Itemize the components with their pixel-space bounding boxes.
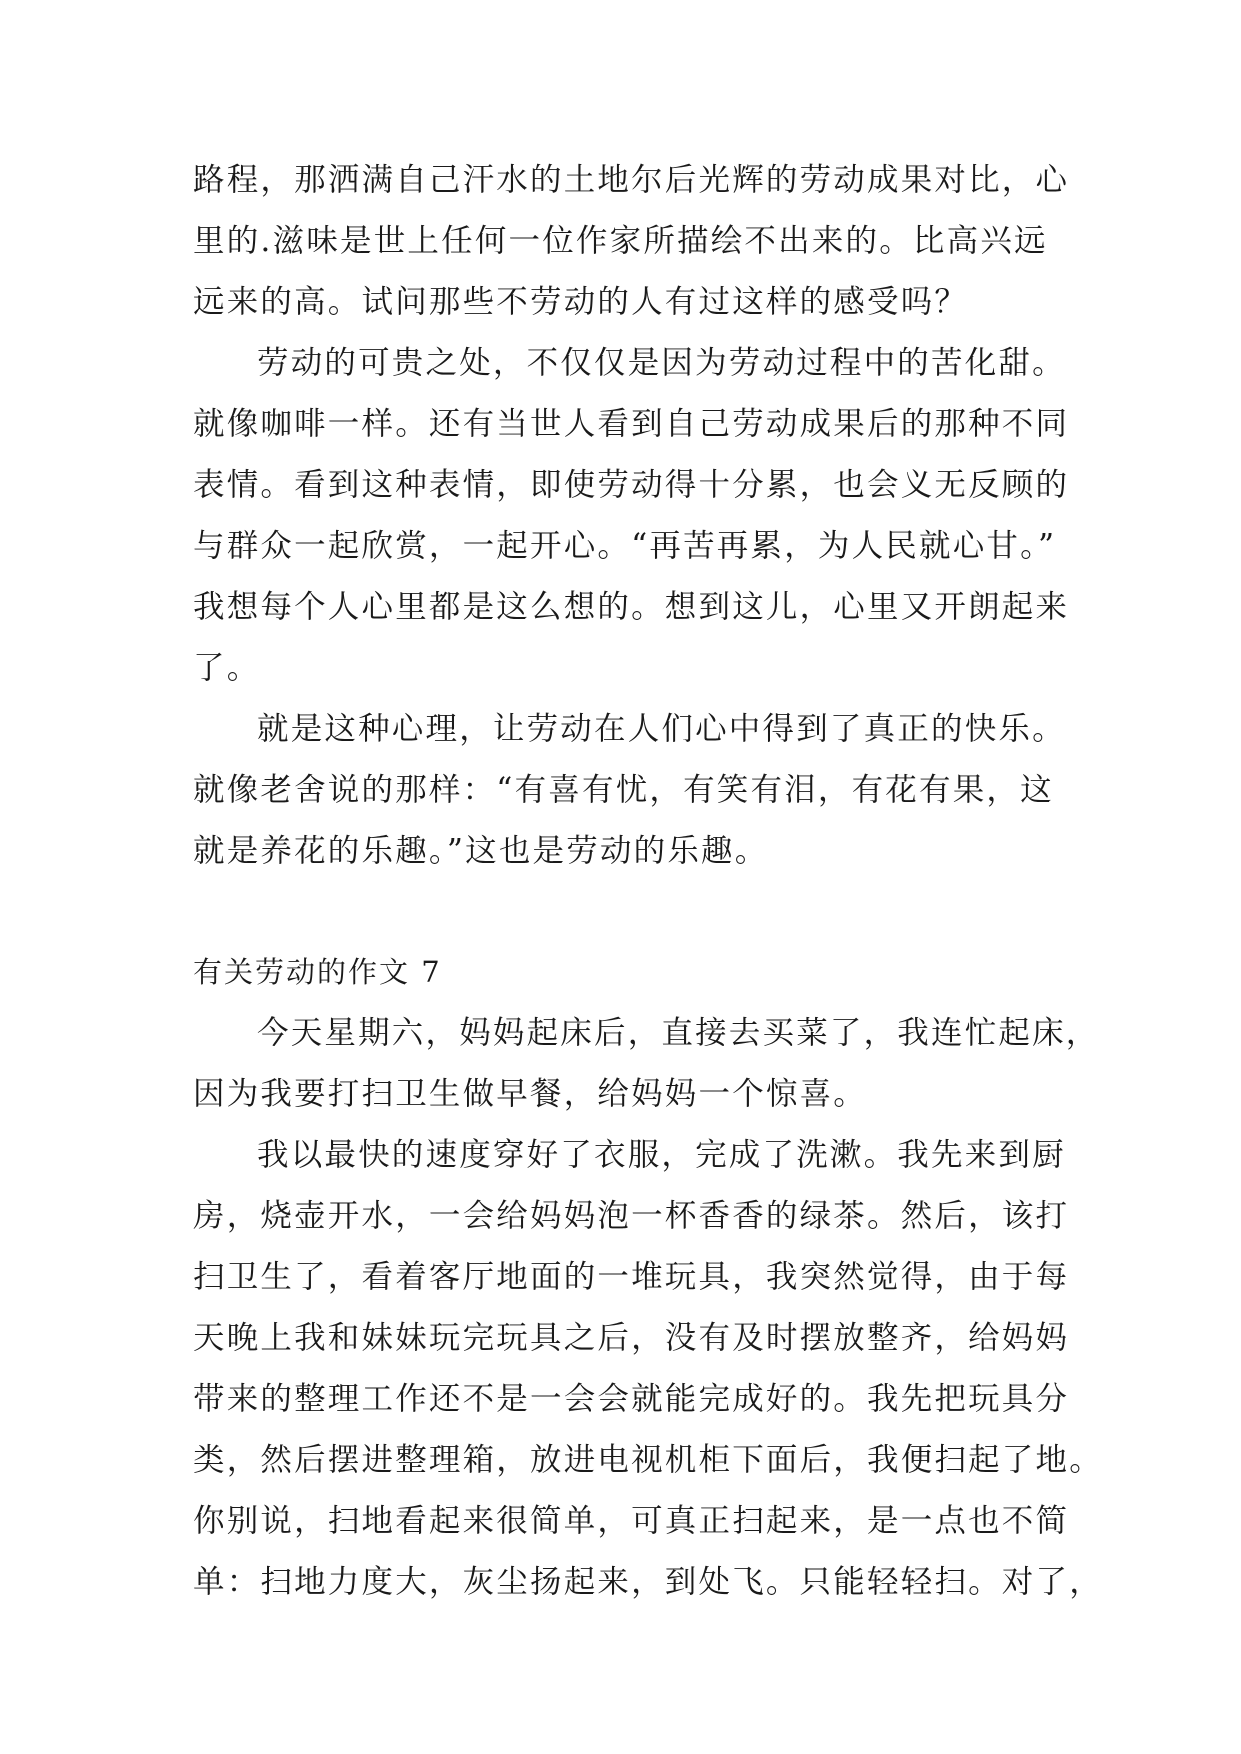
- document-page: [193, 150, 1103, 1613]
- text-line: 与群众一起欣赏，一起开心。“再苦再累，为人民就心甘。”: [193, 528, 1057, 564]
- text-line: 就像咖啡一样。还有当世人看到自己劳动成果后的那种不同: [193, 406, 1070, 442]
- text-line: 天晚上我和妹妹玩完玩具之后，没有及时摆放整齐，给妈妈: [193, 1320, 1070, 1356]
- text-line: 表情。看到这种表情，即使劳动得十分累，也会义无反顾的: [193, 467, 1070, 503]
- text-line: 类，然后摆进整理箱，放进电视机柜下面后，我便扫起了地。: [193, 1442, 1103, 1478]
- text-line: 就是这种心理，让劳动在人们心中得到了真正的快乐。: [257, 711, 1066, 747]
- text-line: 扫卫生了，看着客厅地面的一堆玩具，我突然觉得，由于每: [193, 1259, 1070, 1295]
- paragraph-2: [193, 333, 1070, 699]
- text-line: 因为我要打扫卫生做早餐，给妈妈一个惊喜。: [193, 1076, 868, 1112]
- text-line: 我想每个人心里都是这么想的。想到这儿，心里又开朗起来: [193, 589, 1070, 625]
- paragraph-5: [193, 1125, 1103, 1613]
- text-line: 带来的整理工作还不是一会会就能完成好的。我先把玩具分: [193, 1381, 1070, 1417]
- text-line: 今天星期六，妈妈起床后，直接去买菜了，我连忙起床，: [257, 1015, 1100, 1051]
- text-line: 了。: [193, 650, 261, 686]
- text-line: 就是养花的乐趣。”这也是劳动的乐趣。: [193, 833, 769, 869]
- text-line: 远来的高。试问那些不劳动的人有过这样的感受吗？: [193, 284, 969, 320]
- text-line: 单：扫地力度大，灰尘扬起来，到处飞。只能轻轻扫。对了，: [193, 1564, 1103, 1600]
- text-line: 你别说，扫地看起来很简单，可真正扫起来，是一点也不简: [193, 1503, 1070, 1539]
- paragraph-3: [193, 699, 1066, 882]
- text-line: 就像老舍说的那样：“有喜有忧，有笑有泪，有花有果，这: [193, 772, 1054, 808]
- text-line: 我以最快的速度穿好了衣服，完成了洗漱。我先来到厨: [257, 1137, 1066, 1173]
- paragraph-4: [193, 1003, 1100, 1125]
- paragraph-1: [193, 150, 1070, 333]
- section-heading: 有关劳动的作文 7: [193, 955, 442, 989]
- text-line: 劳动的可贵之处，不仅仅是因为劳动过程中的苦化甜。: [257, 345, 1066, 381]
- text-line: 路程，那洒满自己汗水的土地尔后光辉的劳动成果对比，心: [193, 162, 1070, 198]
- text-line: 房，烧壶开水，一会给妈妈泡一杯香香的绿茶。然后，该打: [193, 1198, 1070, 1234]
- text-line: 里的.滋味是世上任何一位作家所描绘不出来的。比高兴远: [193, 223, 1048, 259]
